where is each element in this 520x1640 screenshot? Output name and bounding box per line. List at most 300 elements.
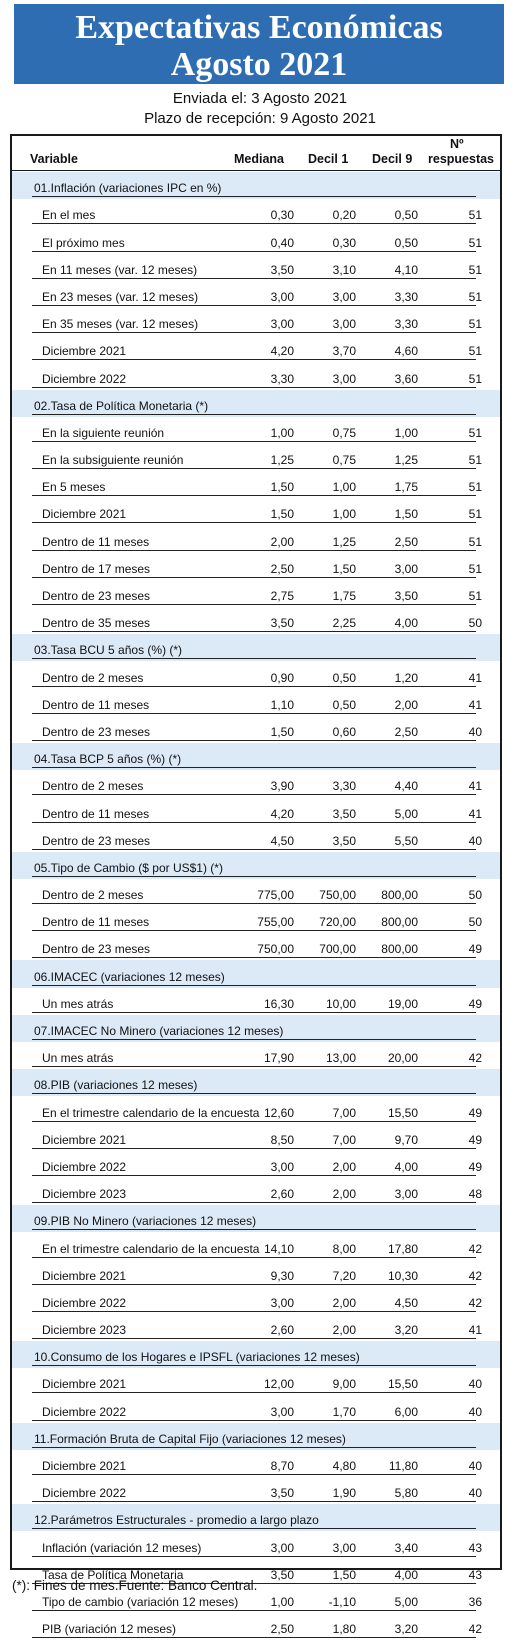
respuestas-cell: 42 <box>468 1268 482 1283</box>
row-label: En 5 meses <box>42 480 106 495</box>
table-row <box>12 1096 500 1123</box>
decil9-cell: 2,50 <box>394 534 418 549</box>
table-row <box>12 1287 500 1314</box>
mediana-cell: 3,50 <box>270 262 294 277</box>
row-label: Un mes atrás <box>42 996 114 1011</box>
mediana-cell: 16,30 <box>263 996 294 1011</box>
respuestas-cell: 48 <box>468 1187 482 1202</box>
respuestas-cell: 51 <box>468 344 482 359</box>
respuestas-cell: 51 <box>468 208 482 223</box>
row-rule <box>32 387 476 388</box>
table-row <box>12 1395 500 1422</box>
header-respuestas: respuestas <box>428 152 495 166</box>
row-rule <box>32 1093 476 1094</box>
decil1-cell: 1,90 <box>332 1486 356 1501</box>
mediana-cell: 1,50 <box>270 480 294 495</box>
table-row <box>12 335 500 362</box>
section-label: 09.PIB No Minero (variaciones 12 meses) <box>34 1214 257 1229</box>
decil9-cell: 3,30 <box>394 317 418 332</box>
table-row <box>12 879 500 906</box>
row-label: Diciembre 2021 <box>42 1377 127 1392</box>
row-label: El próximo mes <box>42 235 125 250</box>
section-header-row <box>12 1423 500 1450</box>
row-rule <box>32 1012 476 1013</box>
row-rule <box>32 1229 476 1230</box>
mediana-cell: 2,50 <box>270 561 294 576</box>
decil9-cell: 4,00 <box>394 616 418 631</box>
row-rule <box>32 1556 476 1557</box>
row-label: En 23 meses (var. 12 meses) <box>42 289 199 304</box>
footnote: (*): Fines de mes.Fuente: Banco Central. <box>12 1578 258 1593</box>
row-label: En la subsiguiente reunión <box>42 453 184 468</box>
row-label: Diciembre 2021 <box>42 1459 127 1473</box>
decil1-cell: 3,00 <box>332 317 356 332</box>
decil1-cell: 3,00 <box>332 1540 356 1555</box>
mediana-cell: 4,20 <box>270 344 294 359</box>
decil1-cell: 3,00 <box>332 289 356 304</box>
table-body <box>12 172 500 1640</box>
row-label: Dentro de 23 meses <box>42 942 151 957</box>
table-row <box>12 308 500 335</box>
mediana-cell: 3,00 <box>270 1404 294 1419</box>
row-label: PIB (variación 12 meses) <box>42 1622 177 1637</box>
mediana-cell: 3,90 <box>270 779 294 794</box>
respuestas-cell: 51 <box>468 371 482 386</box>
row-label: Inflación (variación 12 meses) <box>42 1540 202 1555</box>
mediana-cell: 0,30 <box>270 208 294 223</box>
table-header <box>12 136 500 171</box>
section-header-row <box>12 172 500 199</box>
mediana-cell: 4,50 <box>270 833 294 848</box>
decil9-cell: 3,20 <box>394 1622 418 1637</box>
row-label: Diciembre 2021 <box>42 1268 127 1283</box>
table-row <box>12 498 500 525</box>
mediana-cell: 3,00 <box>270 289 294 304</box>
respuestas-cell: 43 <box>468 1540 482 1555</box>
section-header-row <box>12 1341 500 1368</box>
row-rule <box>32 1202 476 1203</box>
decil1-cell: 2,00 <box>332 1187 356 1202</box>
decil1-cell: 0,60 <box>332 724 356 739</box>
decil1-cell: 3,00 <box>332 371 356 386</box>
row-rule <box>32 359 476 360</box>
respuestas-cell: 40 <box>468 1404 482 1419</box>
row-rule <box>32 1528 476 1529</box>
mediana-cell: 750,00 <box>257 942 294 957</box>
mediana-cell: 1,10 <box>270 697 294 712</box>
respuestas-cell: 51 <box>468 453 482 468</box>
table-row <box>12 1531 500 1558</box>
decil9-cell: 800,00 <box>381 888 418 903</box>
row-rule <box>32 278 476 279</box>
table-row <box>12 797 500 824</box>
decil1-cell: 3,10 <box>332 262 356 277</box>
section-label: 03.Tasa BCU 5 años (%) (*) <box>34 643 183 658</box>
respuestas-cell: 49 <box>468 1132 482 1147</box>
row-rule <box>32 1392 476 1393</box>
table-row <box>12 661 500 688</box>
respuestas-cell: 43 <box>468 1567 482 1582</box>
decil1-cell: 0,75 <box>332 425 356 440</box>
respuestas-cell: 41 <box>468 806 482 821</box>
table-row <box>12 444 500 471</box>
row-label: En 35 meses (var. 12 meses) <box>42 317 199 332</box>
row-label: En la siguiente reunión <box>42 425 165 440</box>
mediana-cell: 3,00 <box>270 1159 294 1174</box>
row-label: Dentro de 2 meses <box>42 670 144 685</box>
respuestas-cell: 36 <box>468 1594 482 1609</box>
row-label: Dentro de 11 meses <box>42 806 150 821</box>
row-label: Dentro de 11 meses <box>42 915 150 930</box>
row-rule <box>32 631 476 632</box>
row-label: Dentro de 2 meses <box>42 779 144 794</box>
row-rule <box>32 794 476 795</box>
row-rule <box>32 468 476 469</box>
row-rule <box>32 577 476 578</box>
row-rule <box>32 658 476 659</box>
row-rule <box>32 1311 476 1312</box>
decil1-cell: 1,80 <box>332 1622 356 1637</box>
decil1-cell: 2,25 <box>332 616 356 631</box>
respuestas-cell: 49 <box>468 1159 482 1174</box>
section-label: 05.Tipo de Cambio ($ por US$1) (*) <box>34 860 223 875</box>
row-rule <box>32 1610 476 1611</box>
section-label: 04.Tasa BCP 5 años (%) (*) <box>34 752 182 767</box>
decil9-cell: 4,00 <box>394 1567 418 1582</box>
row-rule <box>32 903 476 904</box>
section-label: 08.PIB (variaciones 12 meses) <box>34 1078 198 1093</box>
row-label: Diciembre 2022 <box>42 1486 127 1501</box>
title-banner <box>14 4 504 84</box>
decil9-cell: 2,00 <box>394 697 418 712</box>
table-row <box>12 1450 500 1477</box>
mediana-cell: 8,50 <box>270 1132 294 1147</box>
mediana-cell: 3,00 <box>270 317 294 332</box>
row-rule <box>32 1039 476 1040</box>
decil1-cell: 2,00 <box>332 1295 356 1310</box>
decil9-cell: 3,00 <box>394 1187 418 1202</box>
respuestas-cell: 42 <box>468 1295 482 1310</box>
mediana-cell: 2,50 <box>270 1622 294 1637</box>
table-row <box>12 689 500 716</box>
table-row <box>12 1124 500 1151</box>
table-row <box>12 1613 500 1640</box>
decil1-cell: 3,50 <box>332 833 356 848</box>
respuestas-cell: 40 <box>468 1486 482 1501</box>
table-row <box>12 825 500 852</box>
row-label: Diciembre 2021 <box>42 1132 127 1147</box>
table-row <box>12 417 500 444</box>
row-rule <box>32 740 476 741</box>
respuestas-cell: 51 <box>468 317 482 332</box>
decil9-cell: 20,00 <box>387 1051 418 1066</box>
row-rule <box>32 1447 476 1448</box>
table-row <box>12 1042 500 1069</box>
mediana-cell: 755,00 <box>257 915 294 930</box>
row-label: Dentro de 2 meses <box>42 888 144 903</box>
respuestas-cell: 50 <box>468 915 482 930</box>
decil9-cell: 15,50 <box>387 1377 418 1392</box>
mediana-cell: 17,90 <box>263 1051 294 1066</box>
respuestas-cell: 51 <box>468 534 482 549</box>
mediana-cell: 0,90 <box>270 670 294 685</box>
decil1-cell: 7,20 <box>332 1268 356 1283</box>
mediana-cell: 1,00 <box>270 425 294 440</box>
decil1-cell: 1,25 <box>332 534 356 549</box>
row-rule <box>32 1257 476 1258</box>
table-row <box>12 471 500 498</box>
decil1-cell: 7,00 <box>332 1105 356 1120</box>
row-label: Diciembre 2022 <box>42 371 127 386</box>
section-header-row <box>12 390 500 417</box>
respuestas-cell: 49 <box>468 996 482 1011</box>
decil1-cell: -1,10 <box>328 1594 356 1609</box>
section-label: 12.Parámetros Estructurales - promedio a largo plazo <box>34 1513 319 1528</box>
decil9-cell: 800,00 <box>381 915 418 930</box>
decil9-cell: 0,50 <box>394 235 418 250</box>
decil9-cell: 3,60 <box>394 371 418 386</box>
decil9-cell: 0,50 <box>394 208 418 223</box>
respuestas-cell: 51 <box>468 425 482 440</box>
mediana-cell: 4,20 <box>270 806 294 821</box>
header-decil9: Decil 9 <box>372 152 413 166</box>
decil1-cell: 3,50 <box>332 806 356 821</box>
decil9-cell: 4,10 <box>394 262 418 277</box>
row-label: Diciembre 2022 <box>42 1295 127 1310</box>
row-rule <box>32 441 476 442</box>
row-label: En el mes <box>42 208 96 223</box>
decil9-cell: 1,25 <box>394 453 418 468</box>
section-header-row <box>12 743 500 770</box>
row-label: Diciembre 2023 <box>42 1187 127 1202</box>
decil9-cell: 800,00 <box>381 942 418 957</box>
table-row <box>12 1368 500 1395</box>
table-row <box>12 1151 500 1178</box>
respuestas-cell: 40 <box>468 833 482 848</box>
table-row <box>12 607 500 634</box>
decil1-cell: 4,80 <box>332 1459 356 1473</box>
decil1-cell: 0,50 <box>332 670 356 685</box>
decil1-cell: 2,00 <box>332 1159 356 1174</box>
respuestas-cell: 50 <box>468 616 482 631</box>
mediana-cell: 12,60 <box>263 1105 294 1120</box>
decil1-cell: 13,00 <box>325 1051 356 1066</box>
row-rule <box>32 522 476 523</box>
decil1-cell: 0,20 <box>332 208 356 223</box>
section-label: 06.IMACEC (variaciones 12 meses) <box>34 969 225 984</box>
table-row <box>12 362 500 389</box>
section-label: 10.Consumo de los Hogares e IPSFL (variaciones 12 meses) <box>34 1350 360 1365</box>
row-rule <box>32 1365 476 1366</box>
decil1-cell: 1,00 <box>332 480 356 495</box>
decil9-cell: 19,00 <box>387 996 418 1011</box>
table-row <box>12 1477 500 1504</box>
decil9-cell: 5,00 <box>394 806 418 821</box>
row-label: Un mes atrás <box>42 1051 114 1066</box>
decil1-cell: 1,75 <box>332 589 356 603</box>
header-respuestas-top: Nº <box>450 137 464 151</box>
decil9-cell: 1,20 <box>394 670 418 685</box>
decil9-cell: 2,50 <box>394 724 418 739</box>
mediana-cell: 12,00 <box>263 1377 294 1392</box>
decil9-cell: 5,00 <box>394 1594 418 1609</box>
decil1-cell: 700,00 <box>319 942 356 957</box>
decil9-cell: 4,50 <box>394 1295 418 1310</box>
mediana-cell: 2,00 <box>270 534 294 549</box>
mediana-cell: 2,60 <box>270 1187 294 1202</box>
decil9-cell: 5,80 <box>394 1486 418 1501</box>
respuestas-cell: 42 <box>468 1051 482 1066</box>
row-label: En el trimestre calendario de la encuesta <box>42 1105 260 1120</box>
decil9-cell: 4,00 <box>394 1159 418 1174</box>
decil9-cell: 5,50 <box>394 833 418 848</box>
header-decil1: Decil 1 <box>308 152 349 166</box>
section-label: 11.Formación Bruta de Capital Fijo (variaciones 12 meses) <box>34 1431 346 1446</box>
decil9-cell: 10,30 <box>387 1268 418 1283</box>
title-line-2: Agosto 2021 <box>170 46 348 83</box>
table-row <box>12 254 500 281</box>
respuestas-cell: 42 <box>468 1241 482 1256</box>
respuestas-cell: 51 <box>468 480 482 495</box>
decil1-cell: 0,75 <box>332 453 356 468</box>
decil9-cell: 1,50 <box>394 507 418 522</box>
decil1-cell: 0,30 <box>332 235 356 250</box>
row-rule <box>32 251 476 252</box>
respuestas-cell: 40 <box>468 724 482 739</box>
row-rule <box>32 686 476 687</box>
decil9-cell: 15,50 <box>387 1105 418 1120</box>
respuestas-cell: 49 <box>468 1105 482 1120</box>
respuestas-cell: 51 <box>468 289 482 304</box>
decil9-cell: 11,80 <box>388 1459 418 1473</box>
row-rule <box>32 196 476 197</box>
row-label: Tasa de Política Monetaria <box>42 1567 184 1582</box>
row-label: Diciembre 2022 <box>42 1159 127 1174</box>
mediana-cell: 775,00 <box>257 888 294 903</box>
row-rule <box>32 849 476 850</box>
row-rule <box>32 1148 476 1149</box>
row-rule <box>32 1284 476 1285</box>
decil1-cell: 2,00 <box>332 1323 356 1338</box>
row-label: En 11 meses (var. 12 meses) <box>42 262 198 277</box>
decil9-cell: 1,75 <box>394 480 418 495</box>
row-rule <box>32 223 476 224</box>
section-label: 07.IMACEC No Minero (variaciones 12 meses) <box>34 1024 284 1038</box>
mediana-cell: 3,00 <box>270 1295 294 1310</box>
row-label: Dentro de 35 meses <box>42 616 151 631</box>
mediana-cell: 3,50 <box>270 1486 294 1501</box>
decil9-cell: 4,60 <box>394 344 418 359</box>
row-rule <box>32 1637 476 1638</box>
table-row <box>12 1232 500 1259</box>
mediana-cell: 1,00 <box>270 1594 294 1609</box>
row-label: Dentro de 23 meses <box>42 589 151 603</box>
row-label: Dentro de 11 meses <box>42 534 150 549</box>
mediana-cell: 3,50 <box>270 1567 294 1582</box>
mediana-cell: 3,00 <box>270 1540 294 1555</box>
respuestas-cell: 51 <box>468 561 482 576</box>
mediana-cell: 2,75 <box>270 589 294 603</box>
mediana-cell: 14,10 <box>263 1241 294 1256</box>
row-rule <box>32 713 476 714</box>
row-rule <box>32 930 476 931</box>
table-row <box>12 1314 500 1341</box>
mediana-cell: 9,30 <box>270 1268 294 1283</box>
row-rule <box>32 822 476 823</box>
row-rule <box>32 985 476 986</box>
title-line-1: Expectativas Económicas <box>75 9 443 46</box>
deadline-date: Plazo de recepción: 9 Agosto 2021 <box>144 110 376 127</box>
decil1-cell: 720,00 <box>319 915 356 930</box>
row-label: Diciembre 2021 <box>42 344 127 359</box>
header-mediana: Mediana <box>234 152 285 166</box>
row-label: En el trimestre calendario de la encuesta <box>42 1241 260 1256</box>
respuestas-cell: 50 <box>468 888 482 903</box>
row-rule <box>32 1474 476 1475</box>
row-rule <box>32 550 476 551</box>
table-row <box>12 988 500 1015</box>
section-label: 02.Tasa de Política Monetaria (*) <box>34 398 209 413</box>
respuestas-cell: 49 <box>468 942 482 957</box>
decil1-cell: 1,70 <box>332 1404 356 1419</box>
decil1-cell: 1,00 <box>332 507 356 522</box>
row-rule <box>32 767 476 768</box>
sent-date: Enviada el: 3 Agosto 2021 <box>172 90 348 107</box>
decil1-cell: 1,50 <box>332 1567 356 1582</box>
row-label: Diciembre 2023 <box>42 1323 127 1338</box>
respuestas-cell: 51 <box>468 589 482 603</box>
table-row <box>12 226 500 253</box>
respuestas-cell: 51 <box>468 235 482 250</box>
decil1-cell: 8,00 <box>332 1241 356 1256</box>
respuestas-cell: 40 <box>468 1377 482 1392</box>
respuestas-cell: 41 <box>468 1323 482 1338</box>
decil9-cell: 1,00 <box>394 425 418 440</box>
row-label: Diciembre 2022 <box>42 1404 127 1419</box>
respuestas-cell: 42 <box>468 1622 482 1637</box>
decil1-cell: 10,00 <box>325 996 356 1011</box>
mediana-cell: 3,50 <box>270 616 294 631</box>
decil9-cell: 3,40 <box>394 1540 418 1555</box>
mediana-cell: 3,30 <box>270 371 294 386</box>
row-label: Tipo de cambio (variación 12 meses) <box>42 1594 239 1609</box>
mediana-cell: 0,40 <box>270 235 294 250</box>
table-row <box>12 199 500 226</box>
table-row <box>12 1178 500 1205</box>
section-header-row <box>12 1504 500 1531</box>
table-row <box>12 281 500 308</box>
decil1-cell: 7,00 <box>332 1132 356 1147</box>
row-label: Dentro de 11 meses <box>42 697 150 712</box>
table-row <box>12 1260 500 1287</box>
row-rule <box>32 604 476 605</box>
respuestas-cell: 41 <box>468 779 482 794</box>
section-header-row <box>12 852 500 879</box>
header-variable: Variable <box>30 152 78 166</box>
mediana-cell: 1,25 <box>270 453 294 468</box>
decil9-cell: 4,40 <box>394 779 418 794</box>
decil1-cell: 1,50 <box>332 561 356 576</box>
row-rule <box>32 876 476 877</box>
respuestas-cell: 51 <box>468 507 482 522</box>
row-rule <box>32 1121 476 1122</box>
decil1-cell: 0,50 <box>332 697 356 712</box>
row-rule <box>32 414 476 415</box>
table-row <box>12 933 500 960</box>
respuestas-cell: 51 <box>468 262 482 277</box>
decil9-cell: 3,00 <box>394 561 418 576</box>
section-header-row <box>12 634 500 661</box>
